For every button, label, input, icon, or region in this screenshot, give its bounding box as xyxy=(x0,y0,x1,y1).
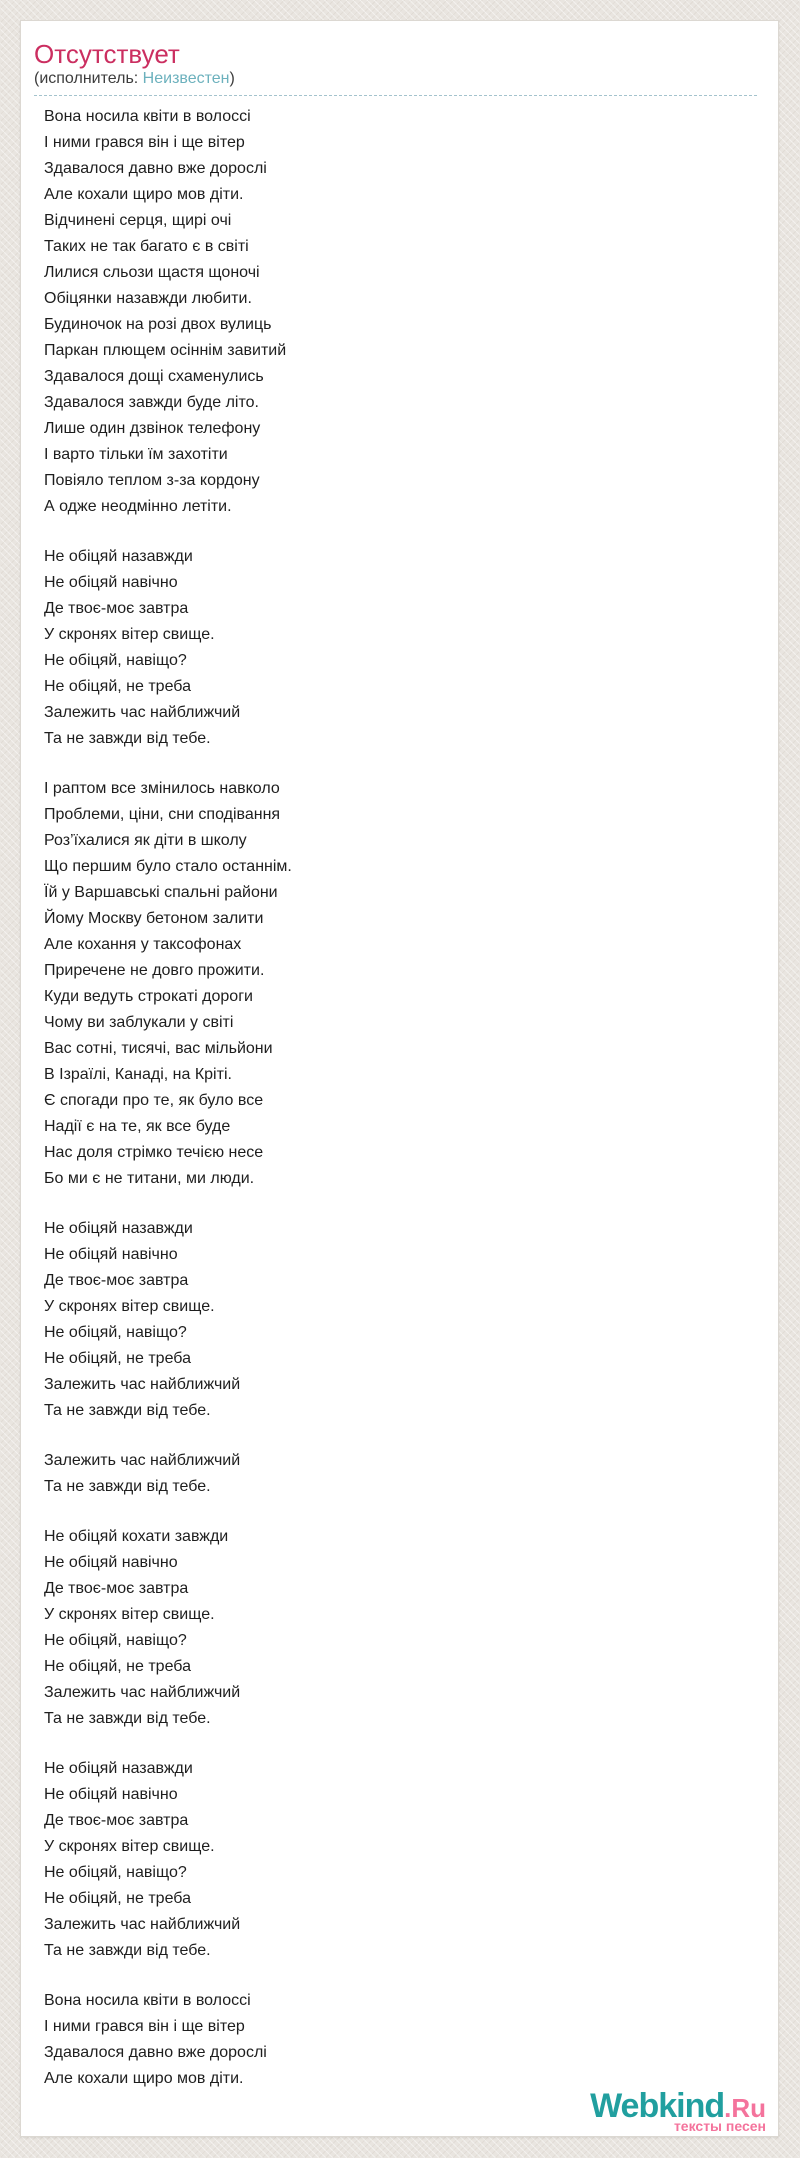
artist-line xyxy=(34,69,757,96)
lyrics-text xyxy=(34,96,757,2092)
lyrics-stanza: Не обіцяй назавжди Не обіцяй навічно Де твоє-моє завтра У скронях вітер свище. Не обіцяй, навіщо? Не обіцяй, не треба Залежить час найближчий Та не завжди від тебе. xyxy=(44,1220,241,1419)
artist-link[interactable]: Неизвестен xyxy=(142,70,230,87)
webkind-logo-tagline: тексты песен xyxy=(673,2118,766,2134)
webkind-logo[interactable] xyxy=(590,2089,766,2133)
lyrics-stanza: Не обіцяй кохати завжди Не обіцяй навічно Де твоє-моє завтра У скронях вітер свище. Не обіцяй, навіщо? Не обіцяй, не треба Залежить час найближчий Та не завжди від тебе. xyxy=(44,1528,241,1727)
lyrics-stanza: Не обіцяй назавжди Не обіцяй навічно Де твоє-моє завтра У скронях вітер свище. Не обіцяй, навіщо? Не обіцяй, не треба Залежить час найближчий Та не завжди від тебе. xyxy=(44,548,241,747)
lyrics-card xyxy=(20,20,779,2137)
lyrics-stanza: Вона носила квіти в волоссі І ними грався він і ще вітер Здавалося давно вже дорослі Але кохали щиро мов діти. Відчинені серця, щирі очі Таких не так багато є в світі Лилися сльози щастя щоночі Обіцянки назавжди любити. Будиночок на розі двох вулиць Паркан плющем осіннім завитий Здавалося дощі схаменулись Здавалося завжди буде літо. Лише один дзвінок телефону І варто тільки їм захотіти Повіяло теплом з-за кордону А одже неодмінно летіти. xyxy=(44,108,287,515)
webkind-logo-main: Webkind xyxy=(590,2087,725,2125)
lyrics-stanza: Вона носила квіти в волоссі І ними грався він і ще вітер Здавалося давно вже дорослі Але кохали щиро мов діти. xyxy=(44,1992,267,2087)
lyrics-stanza: Залежить час найближчий Та не завжди від тебе. xyxy=(44,1452,241,1495)
song-title: Отсутствует xyxy=(34,39,180,69)
webkind-logo-suffix: .Ru xyxy=(724,2093,766,2123)
lyrics-stanza: І раптом все змінилось навколо Проблеми, ціни, сни сподівання Роз’їхалися як діти в школу Що першим було стало останнім. Їй у Варшавські спальні райони Йому Москву бетоном залити Але кохання у таксофонах Приречене не довго прожити. Куди ведуть строкаті дороги Чому ви заблукали у світі Вас сотні, тисячі, вас мільйони В Ізраїлі, Канаді, на Кріті. Є спогади про те, як було все Надії є на те, як все буде Нас доля стрімко течією несе Бо ми є не титани, ми люди. xyxy=(44,780,292,1187)
lyrics-stanza: Не обіцяй назавжди Не обіцяй навічно Де твоє-моє завтра У скронях вітер свище. Не обіцяй, навіщо? Не обіцяй, не треба Залежить час найближчий Та не завжди від тебе. xyxy=(44,1760,241,1959)
artist-paren: ) xyxy=(229,70,235,87)
artist-label: (исполнитель: xyxy=(34,70,143,87)
